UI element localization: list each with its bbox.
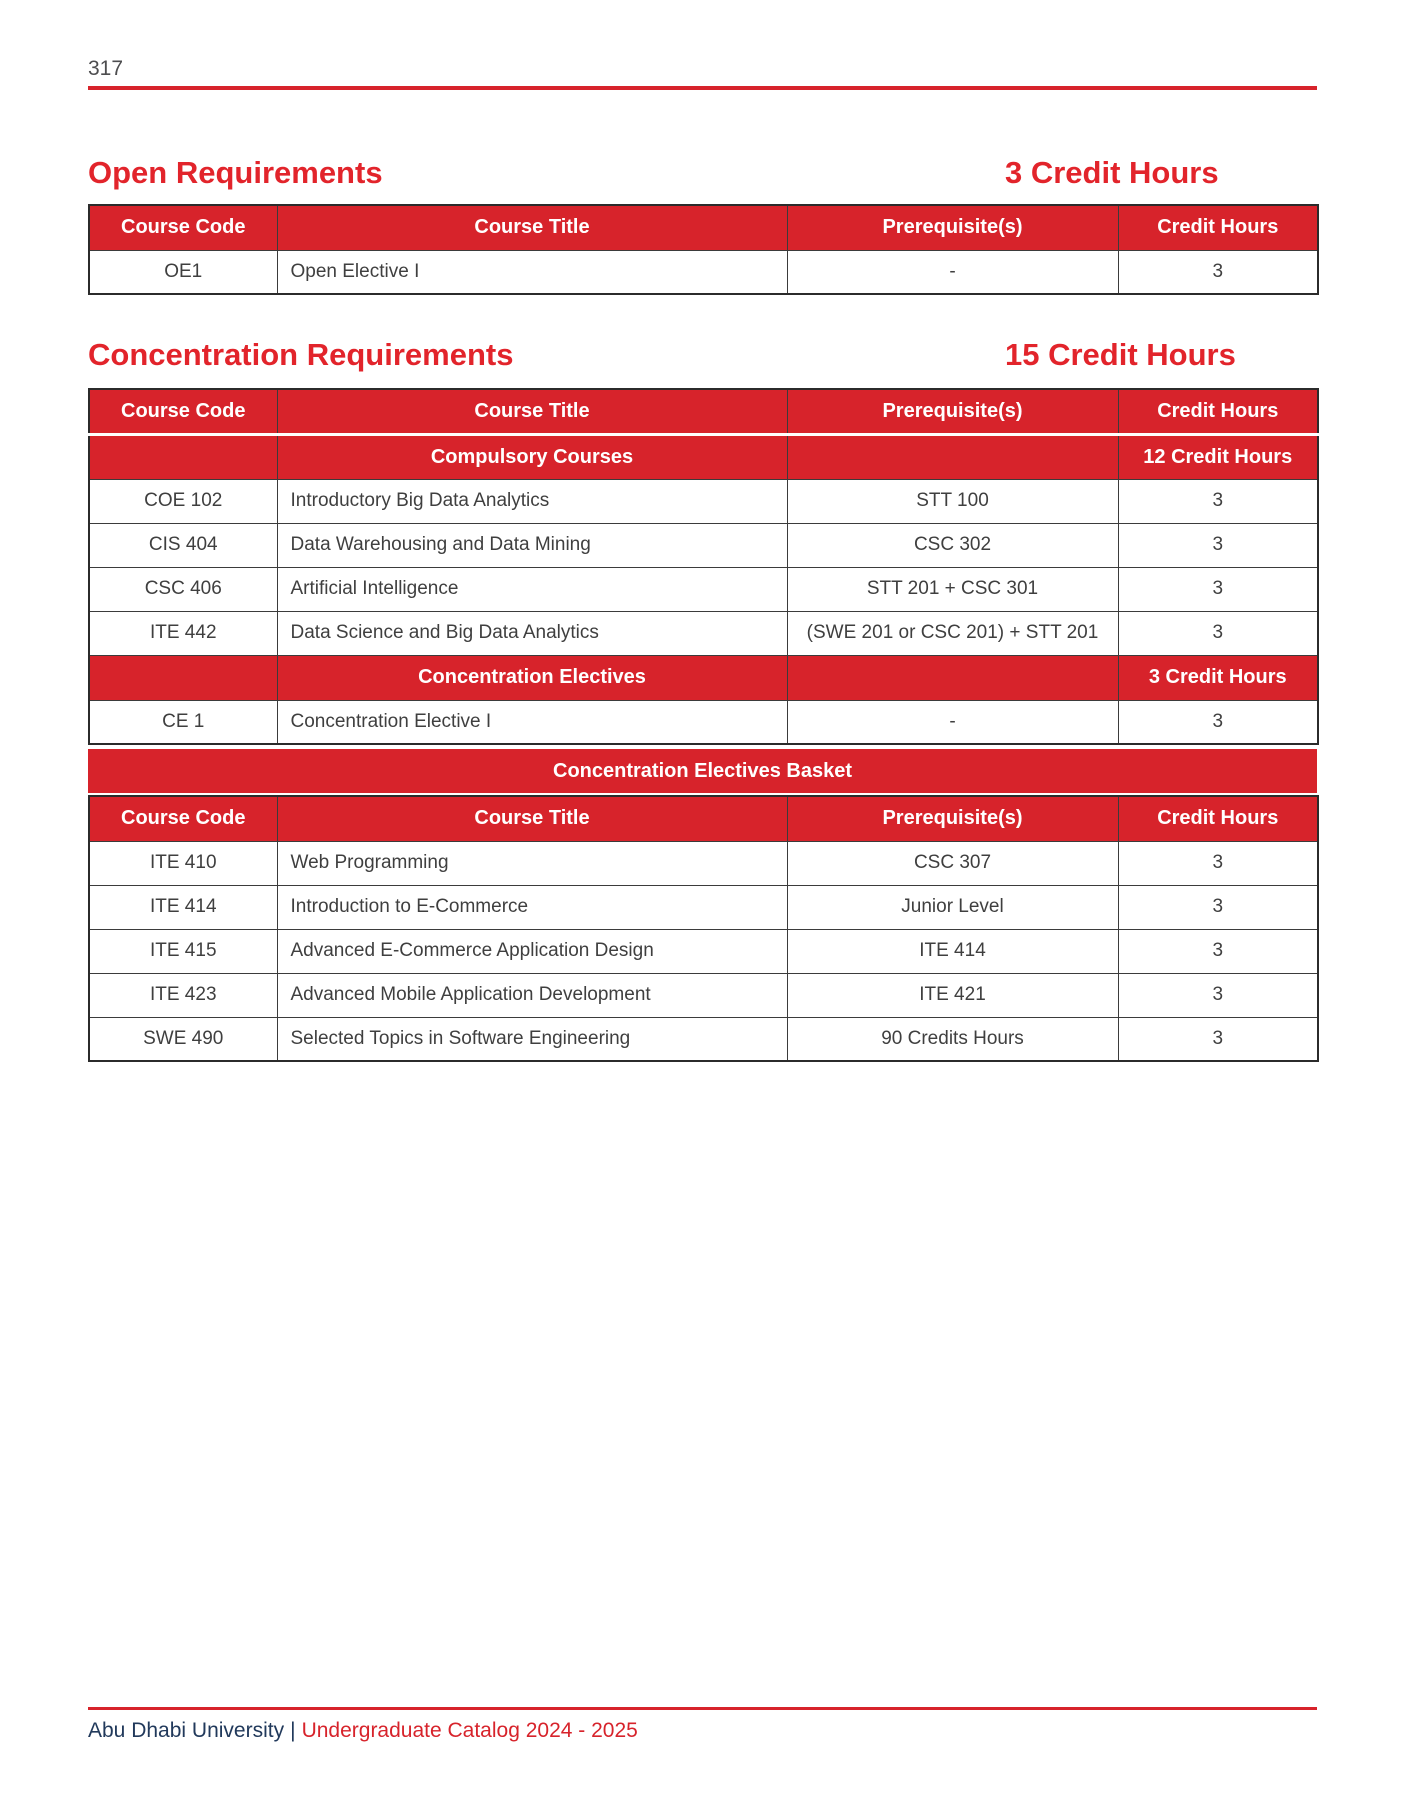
table-row <box>89 479 1318 523</box>
prerequisite-cell: STT 201 + CSC 301 <box>787 567 1118 611</box>
course-code-cell: ITE 414 <box>89 885 277 929</box>
table-row <box>89 250 1318 294</box>
section-heading-row <box>88 338 1317 372</box>
course-title-cell: Web Programming <box>277 841 787 885</box>
prerequisite-cell: ITE 414 <box>787 929 1118 973</box>
course-title-cell: Data Science and Big Data Analytics <box>277 611 787 655</box>
table-header-row <box>89 205 1318 250</box>
credit-hours-header: Credit Hours <box>1118 796 1318 841</box>
course-title-cell: Artificial Intelligence <box>277 567 787 611</box>
course-code-cell: ITE 415 <box>89 929 277 973</box>
credit-hours-cell: 3 <box>1118 1017 1318 1061</box>
credit-hours-cell: 3 <box>1118 611 1318 655</box>
subsection-band-row <box>89 655 1318 700</box>
prerequisite-cell: (SWE 201 or CSC 201) + STT 201 <box>787 611 1118 655</box>
footer-catalog: Undergraduate Catalog 2024 - 2025 <box>301 1719 638 1742</box>
course-title-cell: Selected Topics in Software Engineering <box>277 1017 787 1061</box>
course-title-header: Course Title <box>277 205 787 250</box>
course-title-header: Course Title <box>277 389 787 434</box>
top-rule <box>88 86 1317 90</box>
course-title-cell: Concentration Elective I <box>277 700 787 744</box>
table-header-row <box>89 796 1318 841</box>
table-header-row <box>89 389 1318 434</box>
course-title-cell: Open Elective I <box>277 250 787 294</box>
sections-container <box>88 156 1317 1062</box>
table-row <box>89 1017 1318 1061</box>
course-table <box>88 795 1319 1062</box>
credit-hours-cell: 3 <box>1118 700 1318 744</box>
course-code-cell: ITE 442 <box>89 611 277 655</box>
table-row <box>89 611 1318 655</box>
prerequisite-cell: CSC 307 <box>787 841 1118 885</box>
basket-title-band: Concentration Electives Basket <box>88 749 1317 793</box>
prerequisite-cell: Junior Level <box>787 885 1118 929</box>
band-title-cell: Compulsory Courses <box>277 434 787 479</box>
course-title-cell: Advanced Mobile Application Development <box>277 973 787 1017</box>
band-credit-hours-cell: 3 Credit Hours <box>1118 655 1318 700</box>
course-table <box>88 388 1319 745</box>
section-heading-row <box>88 156 1317 190</box>
band-empty-cell <box>787 434 1118 479</box>
course-table <box>88 204 1319 295</box>
course-title-cell: Introduction to E-Commerce <box>277 885 787 929</box>
prerequisite-cell: - <box>787 250 1118 294</box>
credit-hours-header: Credit Hours <box>1118 389 1318 434</box>
table-row <box>89 841 1318 885</box>
credit-hours-cell: 3 <box>1118 567 1318 611</box>
course-code-header: Course Code <box>89 389 277 434</box>
course-title-cell: Advanced E-Commerce Application Design <box>277 929 787 973</box>
page-number: 317 <box>88 57 124 80</box>
course-title-cell: Introductory Big Data Analytics <box>277 479 787 523</box>
table-row <box>89 973 1318 1017</box>
section-credit-hours: 15 Credit Hours <box>1005 337 1236 372</box>
credit-hours-cell: 3 <box>1118 479 1318 523</box>
course-code-cell: CSC 406 <box>89 567 277 611</box>
band-title-cell: Concentration Electives <box>277 655 787 700</box>
course-code-cell: ITE 410 <box>89 841 277 885</box>
prerequisite-cell: STT 100 <box>787 479 1118 523</box>
table-row <box>89 567 1318 611</box>
table-row <box>89 700 1318 744</box>
prerequisites-header: Prerequisite(s) <box>787 796 1118 841</box>
footer-separator: | <box>290 1719 296 1742</box>
section-title: Open Requirements <box>88 155 383 190</box>
band-empty-cell <box>89 655 277 700</box>
band-credit-hours-cell: 12 Credit Hours <box>1118 434 1318 479</box>
prerequisites-header: Prerequisite(s) <box>787 389 1118 434</box>
prerequisite-cell: CSC 302 <box>787 523 1118 567</box>
credit-hours-cell: 3 <box>1118 523 1318 567</box>
course-code-header: Course Code <box>89 205 277 250</box>
course-code-header: Course Code <box>89 796 277 841</box>
credit-hours-cell: 3 <box>1118 973 1318 1017</box>
course-code-cell: COE 102 <box>89 479 277 523</box>
prerequisite-cell: - <box>787 700 1118 744</box>
course-code-cell: CE 1 <box>89 700 277 744</box>
course-code-cell: SWE 490 <box>89 1017 277 1061</box>
table-row <box>89 929 1318 973</box>
band-empty-cell <box>89 434 277 479</box>
table-row <box>89 885 1318 929</box>
course-title-cell: Data Warehousing and Data Mining <box>277 523 787 567</box>
credit-hours-cell: 3 <box>1118 929 1318 973</box>
course-title-header: Course Title <box>277 796 787 841</box>
course-code-cell: CIS 404 <box>89 523 277 567</box>
section-credit-hours: 3 Credit Hours <box>1005 155 1219 190</box>
band-empty-cell <box>787 655 1118 700</box>
prerequisites-header: Prerequisite(s) <box>787 205 1118 250</box>
credit-hours-header: Credit Hours <box>1118 205 1318 250</box>
course-code-cell: OE1 <box>89 250 277 294</box>
prerequisite-cell: ITE 421 <box>787 973 1118 1017</box>
subsection-band-row <box>89 434 1318 479</box>
credit-hours-cell: 3 <box>1118 250 1318 294</box>
credit-hours-cell: 3 <box>1118 885 1318 929</box>
credit-hours-cell: 3 <box>1118 841 1318 885</box>
page-footer <box>88 1707 1317 1743</box>
prerequisite-cell: 90 Credits Hours <box>787 1017 1118 1061</box>
table-row <box>89 523 1318 567</box>
course-code-cell: ITE 423 <box>89 973 277 1017</box>
section-title: Concentration Requirements <box>88 337 514 372</box>
footer-university: Abu Dhabi University <box>88 1719 285 1742</box>
